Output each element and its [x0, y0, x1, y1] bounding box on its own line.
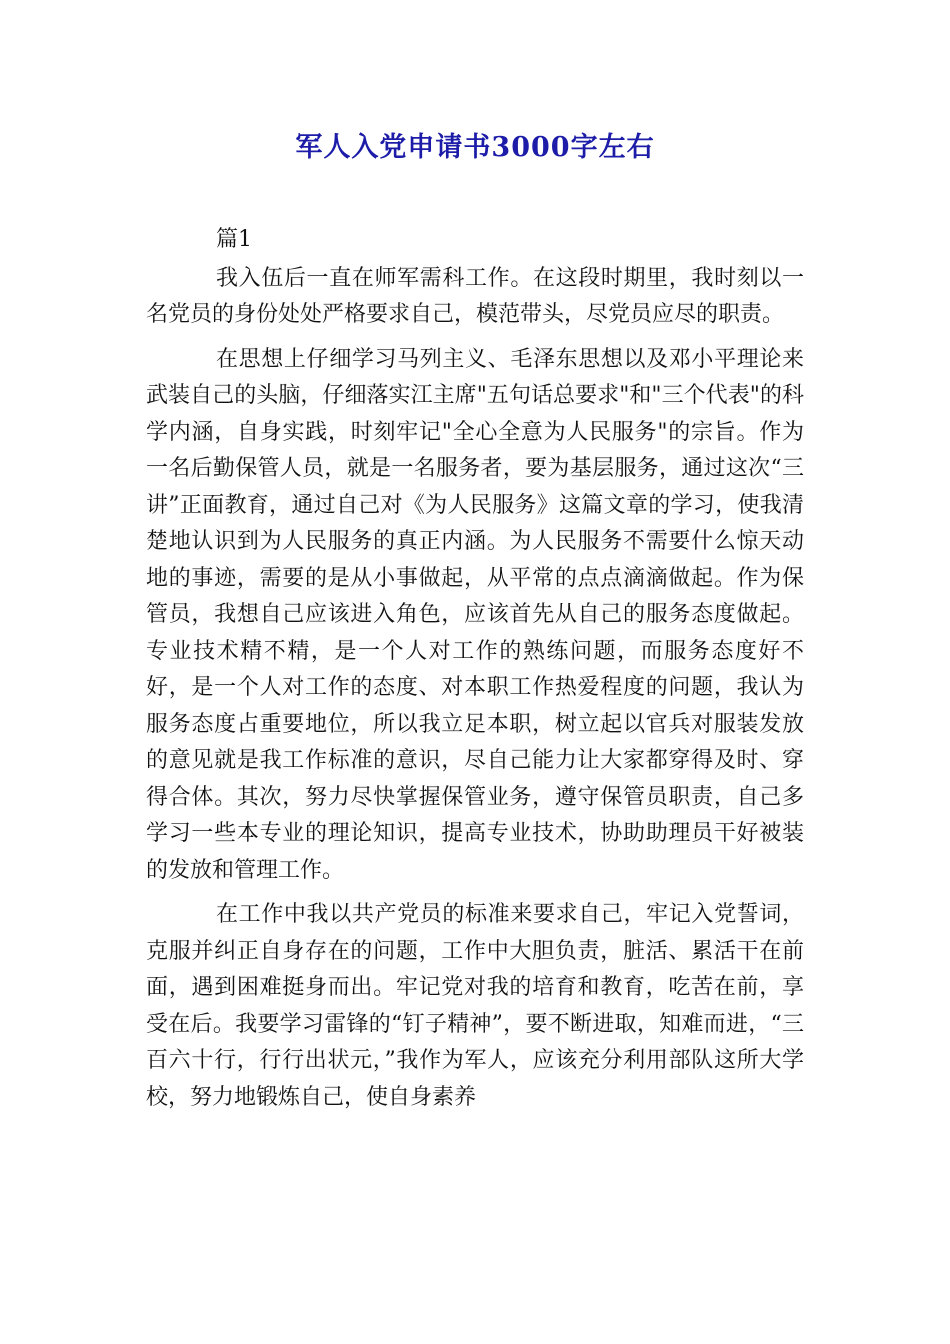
document-title: 军人入党申请书3000字左右	[295, 132, 655, 163]
paragraph-2: 在思想上仔细学习马列主义、毛泽东思想以及邓小平理论来武装自己的头脑，仔细落实江主席"五句话总要求"和"三个代表"的科学内涵，自身实践，时刻牢记"全心全意为人民服务"的宗旨。作为一名后勤保管人员，就是一名服务者，要为基层服务，通过这次“三讲”正面教育，通过自己对《为人民服务》这篇文章的学习，使我清楚地认识到为人民服务的真正内涵。为人民服务不需要什么惊天动地的事迹，需要的是从小事做起，从平常的点点滴滴做起。作为保管员，我想自己应该进入角色，应该首先从自己的服务态度做起。专业技术精不精，是一个人对工作的熟练问题，而服务态度好不好，是一个人对工作的态度、对本职工作热爱程度的问题，我认为服务态度占重要地位，所以我立足本职，树立起以官兵对服装发放的意见就是我工作标准的意识，尽自己能力让大家都穿得及时、穿得合体。其次，努力尽快掌握保管业务，遵守保管员职责，自己多学习一些本专业的理论知识，提高专业技术，协助助理员干好被装的发放和管理工作。	[146, 346, 804, 883]
section-label: 篇1	[216, 227, 252, 252]
paragraph-3: 在工作中我以共产党员的标准来要求自己，牢记入党誓词，克服并纠正自身存在的问题，工作中大胆负责，脏活、累活干在前面，遇到困难挺身而出。牢记党对我的培育和教育，吃苦在前，享受在后。我要学习雷锋的“钉子精神”，要不断进取，知难而进，“三百六十行，行行出状元，”我作为军人，应该充分利用部队这所大学校，努力地锻炼自己，使自身素养	[146, 902, 804, 1110]
paragraph-1: 我入伍后一直在师军需科工作。在这段时期里，我时刻以一名党员的身份处处严格要求自己，模范带头，尽党员应尽的职责。	[146, 265, 804, 327]
document-body	[146, 222, 804, 1116]
